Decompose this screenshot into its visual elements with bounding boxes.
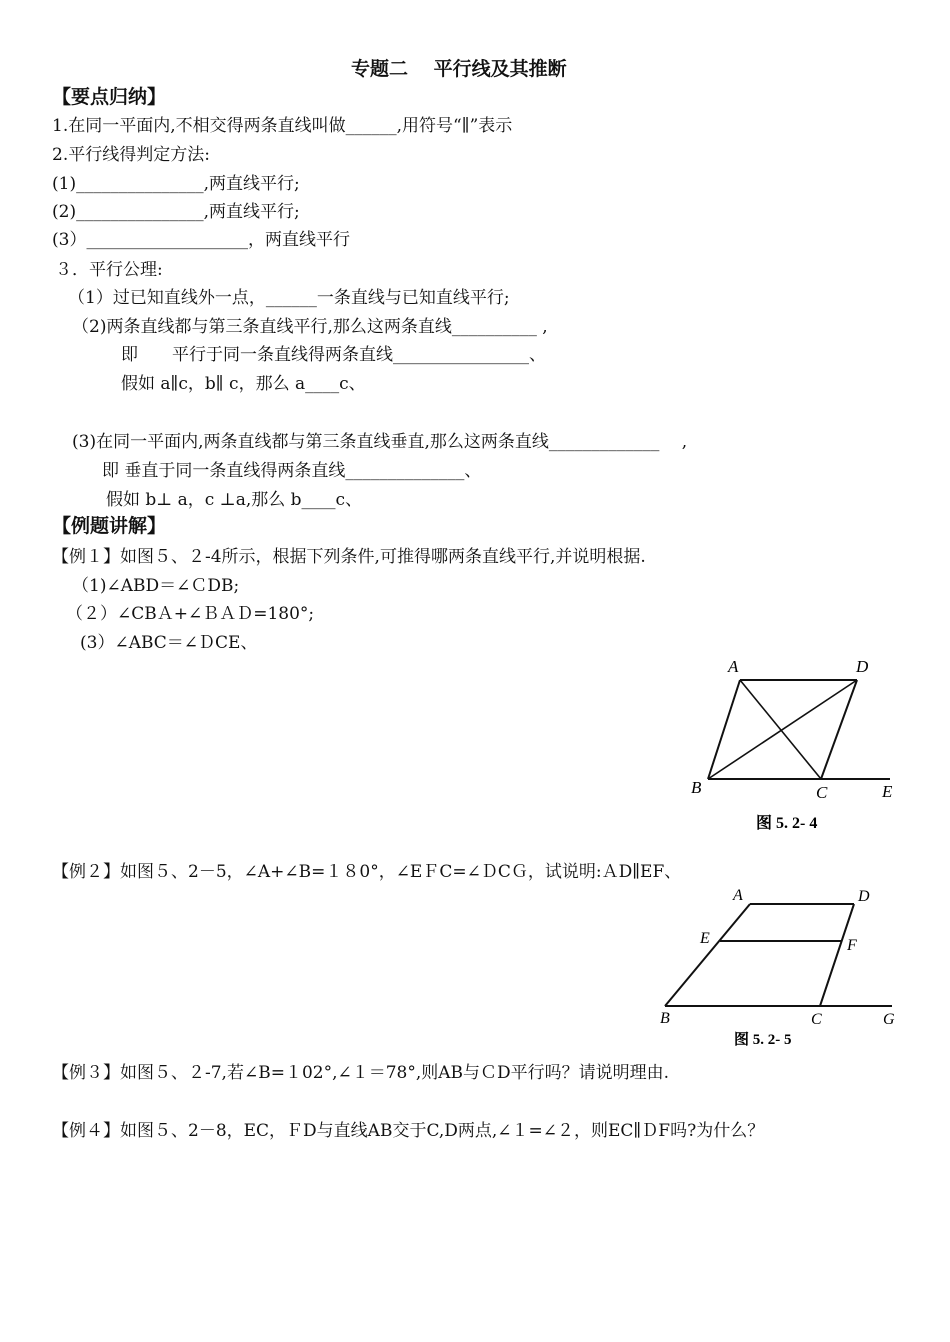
page-title: 专题二 平行线及其推断	[351, 58, 567, 80]
point-2-3-text: (3）___________________，两直线平行	[52, 230, 350, 250]
point-2-2-text: (2)_______________,两直线平行;	[52, 202, 300, 222]
label-g: G	[883, 1011, 895, 1028]
label-a: A	[733, 887, 743, 904]
label-a: A	[728, 657, 739, 676]
label-d: D	[856, 657, 869, 676]
example-4-text: 【例４】如图５、2－8，EC，ＦD与直线AB交于C,D两点,∠１=∠２，则EC∥ＤF吗?为什么？	[52, 1121, 765, 1141]
figure-caption: 图 5. 2- 4	[756, 815, 818, 832]
point-2-1-text: (1)_______________,两直线平行;	[52, 174, 300, 194]
example-1-condition-3: (3）∠ABC＝∠ＤCE、	[80, 633, 258, 653]
point-3-2-restatement: 即 平行于同一条直线得两条直线________________、	[121, 345, 546, 365]
point-1-text: 1.在同一平面内,不相交得两条直线叫做______,用符号“∥”表示	[52, 116, 513, 136]
point-3-3-symbolic: 假如 b⊥ a，c ⊥a,那么 b____c、	[106, 490, 363, 510]
example-1-condition-1: （1)∠ABD＝∠ＣDB;	[72, 576, 240, 596]
label-b: B	[660, 1010, 670, 1027]
example-2-text: 【例２】如图５、2－5，∠A+∠B=１８0°，∠EＦC=∠ＤCＧ，试说明:ＡD∥EF、	[52, 862, 682, 882]
example-1-text: 【例１】如图５、２-4所示，根据下列条件,可推得哪两条直线平行,并说明根据.	[52, 547, 646, 567]
diagonal-bd	[708, 680, 857, 779]
label-c: C	[816, 783, 828, 802]
section-key-points-heading: 【要点归纳】	[52, 86, 167, 108]
point-3-text: ３．平行公理:	[55, 260, 163, 280]
label-c: C	[811, 1011, 822, 1028]
label-b: B	[691, 778, 702, 797]
section-examples-heading: 【例题讲解】	[52, 515, 167, 537]
point-3-2-symbolic: 假如 a∥c，b∥ c，那么 a____c、	[121, 374, 366, 394]
example-1-condition-2: （２）∠CBＡ+∠ＢＡＤ=180°;	[66, 604, 315, 624]
label-d: D	[858, 888, 870, 905]
diagonal-ac	[740, 680, 821, 779]
label-f: F	[847, 937, 857, 954]
segment-ab	[665, 904, 750, 1006]
label-e: E	[882, 782, 893, 801]
point-3-1-text: （1）过已知直线外一点，______一条直线与已知直线平行;	[68, 288, 510, 308]
figure-5-2-4	[680, 650, 910, 840]
figure-5-2-5	[650, 880, 910, 1050]
label-e: E	[700, 930, 710, 947]
segment-dc	[820, 904, 854, 1006]
point-3-2-text: （2)两条直线都与第三条直线平行,那么这两条直线__________ ,	[72, 317, 548, 337]
segment-ab	[708, 680, 740, 779]
point-2-text: 2.平行线得判定方法:	[52, 145, 210, 165]
point-3-3-text: (3)在同一平面内,两条直线都与第三条直线垂直,那么这两条直线_____________ ,	[72, 432, 688, 452]
example-3-text: 【例３】如图５、２-7,若∠B=１02°,∠１＝78°,则AB与ＣD平行吗？请说明理由.	[52, 1063, 670, 1083]
figure-caption: 图 5. 2- 5	[734, 1032, 792, 1048]
segment-dc	[821, 680, 857, 779]
point-3-3-restatement: 即 垂直于同一条直线得两条直线______________、	[102, 461, 482, 481]
